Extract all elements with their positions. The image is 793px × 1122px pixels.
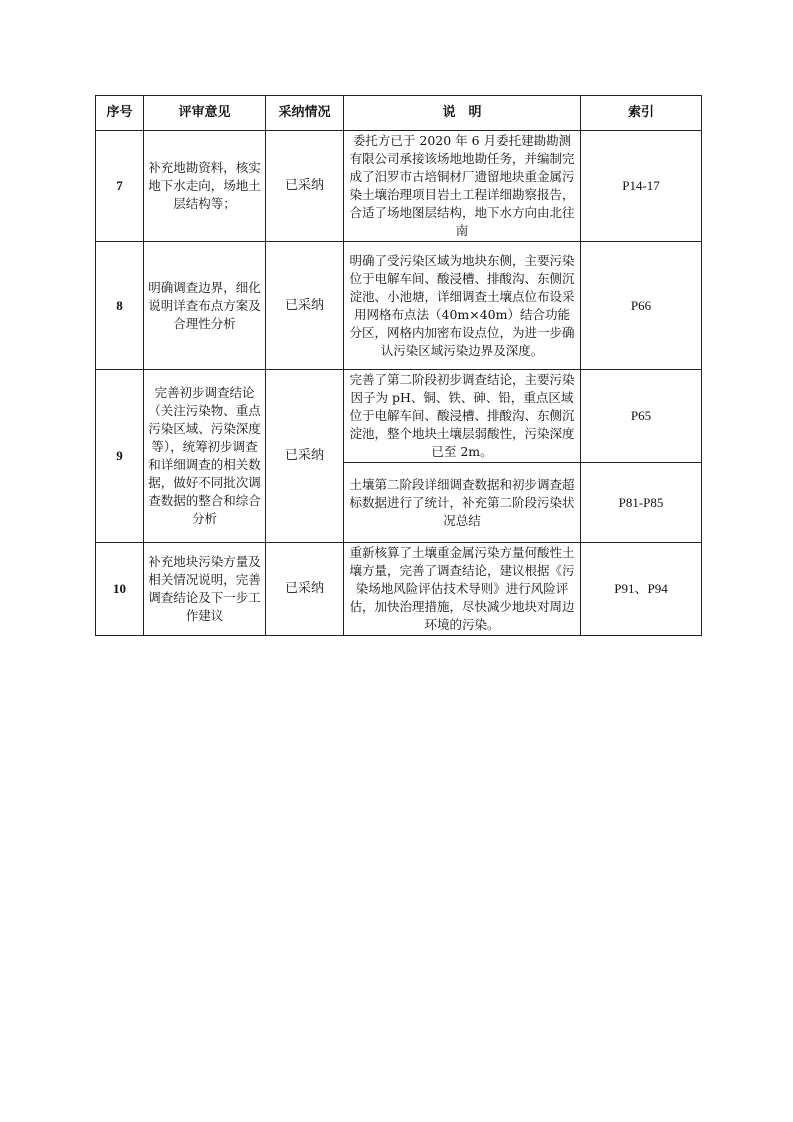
- row-number: 8: [96, 242, 144, 370]
- table-row: [96, 242, 702, 370]
- review-opinion: 明确调查边界，细化说明详查布点方案及合理性分析: [144, 242, 266, 370]
- page-index: P81-P85: [581, 463, 702, 543]
- review-opinion: 补充地勘资料，核实地下水走向，场地土层结构等；: [144, 131, 266, 242]
- page-index: P66: [581, 242, 702, 370]
- header-index: 索引: [581, 96, 702, 131]
- adoption-status: 已采纳: [266, 370, 344, 543]
- review-table: [95, 95, 702, 636]
- header-no: 序号: [96, 96, 144, 131]
- table-row: [96, 543, 702, 636]
- page-index: P91、P94: [581, 543, 702, 636]
- explanation: 土壤第二阶段详细调查数据和初步调查超标数据进行了统计，补充第二阶段污染状况总结: [344, 463, 581, 543]
- row-number: 9: [96, 370, 144, 543]
- explanation: 重新核算了土壤重金属污染方量何酸性土壤方量，完善了调查结论，建议根据《污染场地风险评估技术导则》进行风险评估，加快治理措施，尽快减少地块对周边环境的污染。: [344, 543, 581, 636]
- header-explanation: 说 明: [344, 96, 581, 131]
- explanation: 完善了第二阶段初步调查结论，主要污染因子为 pH、铜、铁、砷、铅，重点区域位于电解车间、酸浸槽、排酸沟、东侧沉淀池，整个地块土壤层弱酸性，污染深度已至 2m。: [344, 370, 581, 463]
- review-opinion: 补充地块污染方量及相关情况说明，完善调查结论及下一步工作建议: [144, 543, 266, 636]
- adoption-status: 已采纳: [266, 543, 344, 636]
- page-index: P65: [581, 370, 702, 463]
- adoption-status: 已采纳: [266, 242, 344, 370]
- explanation: 明确了受污染区域为地块东侧，主要污染位于电解车间、酸浸槽、排酸沟、东侧沉淀池、小池塘，详细调查土壤点位布设采用网格布点法（40m×40m）结合功能分区，网格内加密布设点位，为进一步确认污染区域污染边界及深度。: [344, 242, 581, 370]
- adoption-status: 已采纳: [266, 131, 344, 242]
- page-index: P14-17: [581, 131, 702, 242]
- row-number: 7: [96, 131, 144, 242]
- table-header-row: [96, 96, 702, 131]
- explanation: 委托方已于 2020 年 6 月委托建勘勘测有限公司承接该场地地勘任务，并编制完成了汨罗市古培铜材厂遗留地块重金属污染土壤治理项目岩土工程详细勘察报告，合适了场地图层结构，地下水方向由北往南: [344, 131, 581, 242]
- table-row: [96, 131, 702, 242]
- header-opinion: 评审意见: [144, 96, 266, 131]
- table-row: [96, 370, 702, 463]
- review-opinion: 完善初步调查结论（关注污染物、重点污染区域、污染深度等），统筹初步调查和详细调查的相关数据，做好不同批次调查数据的整合和综合分析: [144, 370, 266, 543]
- row-number: 10: [96, 543, 144, 636]
- header-adoption: 采纳情况: [266, 96, 344, 131]
